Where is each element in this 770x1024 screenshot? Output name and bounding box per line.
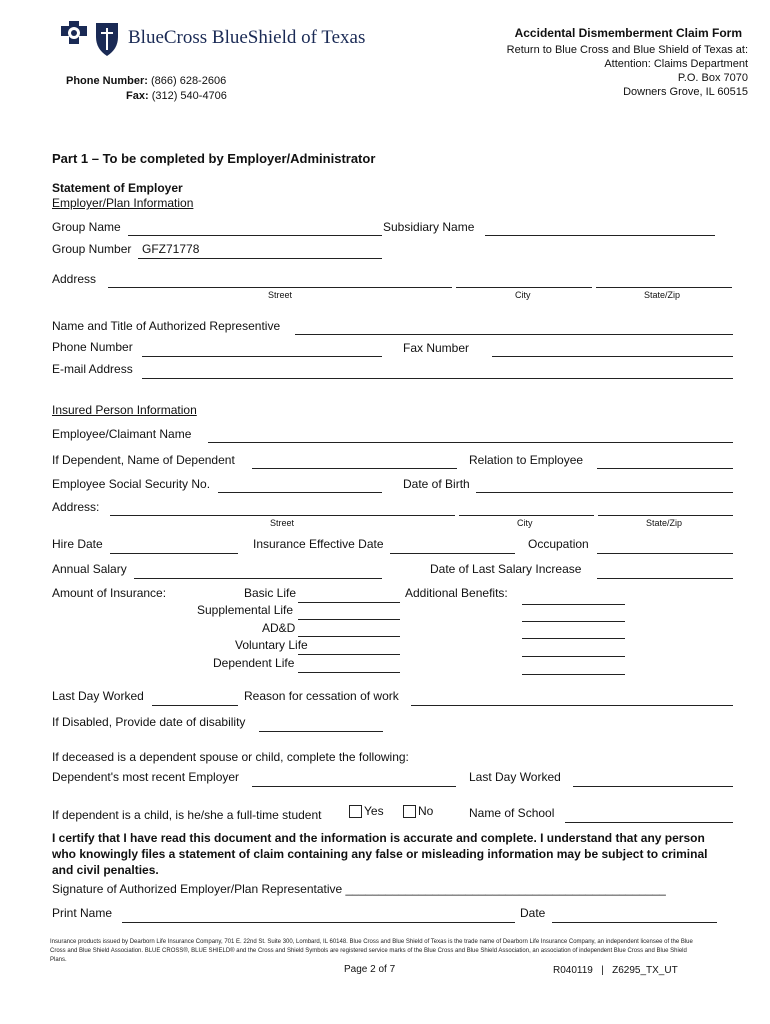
attention-line: Attention: Claims Department (604, 58, 748, 70)
dep-employer-label: Dependent's most recent Employer (52, 770, 240, 784)
effective-date-field[interactable] (390, 553, 515, 554)
insured-city-field[interactable] (459, 515, 594, 516)
voluntary-life-field[interactable] (298, 654, 400, 655)
annual-salary-field[interactable] (134, 578, 382, 579)
fulltime-label: If dependent is a child, is he/she a full-time student (52, 808, 322, 822)
dob-field[interactable] (476, 492, 733, 493)
dependent-life-field[interactable] (298, 672, 400, 673)
insured-address-label: Address: (52, 500, 100, 514)
insured-state-zip-caption: State/Zip (646, 518, 683, 528)
fax-number-field[interactable] (492, 356, 733, 357)
ssn-label: Employee Social Security No. (52, 477, 211, 491)
address-label: Address (52, 272, 97, 286)
add-label: AD&D (262, 621, 296, 635)
hire-date-field[interactable] (110, 553, 238, 554)
form-title: Accidental Dismemberment Claim Form (514, 26, 742, 40)
basic-life-field[interactable] (298, 602, 400, 603)
yes-label: Yes (364, 804, 384, 818)
print-name-field[interactable] (122, 922, 515, 923)
deceased-instruction: If deceased is a dependent spouse or child, complete the following: (52, 750, 409, 764)
date-field[interactable] (552, 922, 717, 923)
rep-field[interactable] (295, 334, 733, 335)
last-day-worked-field[interactable] (152, 705, 238, 706)
salary-increase-field[interactable] (597, 578, 733, 579)
return-address-line: Return to Blue Cross and Blue Shield of Texas at: (506, 44, 748, 56)
dependent-name-label: If Dependent, Name of Dependent (52, 453, 235, 467)
annual-salary-label: Annual Salary (52, 562, 127, 576)
subsidiary-name-label: Subsidiary Name (383, 220, 475, 234)
disabled-date-field[interactable] (259, 731, 383, 732)
no-label: No (418, 804, 434, 818)
additional-benefit-field-4[interactable] (522, 656, 625, 657)
additional-benefit-field-3[interactable] (522, 638, 625, 639)
page-number: Page 2 of 7 (344, 964, 396, 975)
email-label: E-mail Address (52, 362, 133, 376)
signature-line[interactable]: Signature of Authorized Employer/Plan Representative ________________________________________________ (52, 882, 666, 896)
last-day-worked-label: Last Day Worked (52, 689, 144, 703)
rep-label: Name and Title of Authorized Representive (52, 319, 281, 333)
additional-benefit-field-2[interactable] (522, 621, 625, 622)
brand-name: BlueCross BlueShield of Texas (128, 27, 366, 48)
city-caption: City (515, 290, 531, 300)
group-number-label: Group Number (52, 242, 132, 256)
phone-label: Phone Number: (66, 75, 148, 87)
no-checkbox[interactable] (403, 805, 416, 818)
occupation-label: Occupation (528, 537, 589, 551)
plan-info-heading: Employer/Plan Information (52, 196, 194, 210)
cross-shield-icon (54, 20, 124, 60)
group-name-field[interactable] (128, 235, 382, 236)
group-name-label: Group Name (52, 220, 121, 234)
street-caption: Street (268, 290, 293, 300)
insured-city-caption: City (517, 518, 533, 528)
basic-life-label: Basic Life (244, 586, 297, 600)
dep-employer-field[interactable] (252, 786, 456, 787)
city-field[interactable] (456, 287, 592, 288)
relation-label: Relation to Employee (469, 453, 584, 467)
relation-field[interactable] (597, 468, 733, 469)
supplemental-life-field[interactable] (298, 619, 400, 620)
fax-label: Fax: (126, 90, 149, 102)
group-number-value[interactable]: GFZ71778 (142, 242, 200, 256)
footer-disclaimer: Insurance products issued by Dearborn Life Insurance Company, 701 E. 22nd St. Suite 300, Lombard, IL 60148. Blue Cross and Blue Shield of Texas is the trade name of Dearborn Life Insurance Company, an independent licensee of the Blue Cross and Blue Shield Association. BLUE CROSS®, BLUE SHIELD® and the Cross and Shield Symbols are registered service marks of the Blue Cross and Blue Shield Association, an association of independent Blue Cross and Blue Shield Plans. (50, 939, 693, 963)
salary-increase-label: Date of Last Salary Increase (430, 562, 582, 576)
bcbs-logo (54, 20, 124, 60)
claimant-label: Employee/Claimant Name (52, 427, 192, 441)
insured-street-field[interactable] (110, 515, 455, 516)
form-code: R040119 | Z6295_TX_UT (553, 965, 678, 976)
dependent-name-field[interactable] (252, 468, 457, 469)
school-field[interactable] (565, 822, 733, 823)
supplemental-life-label: Supplemental Life (197, 603, 294, 617)
certification-text: I certify that I have read this document and the information is accurate and complete. I understand that any person who knowingly files a statement of claim containing any false or misleading information may be subject to criminal and civil penalties. (52, 831, 708, 877)
fax-number-label: Fax Number (403, 341, 470, 355)
disabled-label: If Disabled, Provide date of disability (52, 715, 246, 729)
no-option[interactable] (403, 804, 433, 818)
phone-number-label: Phone Number (52, 340, 133, 354)
state-zip-field[interactable] (596, 287, 732, 288)
additional-benefit-field-1[interactable] (522, 604, 625, 605)
claimant-field[interactable] (208, 442, 733, 443)
reason-field[interactable] (411, 705, 733, 706)
additional-benefit-field-5[interactable] (522, 674, 625, 675)
city-line: Downers Grove, IL 60515 (623, 86, 748, 98)
school-label: Name of School (469, 806, 555, 820)
phone-contact (66, 75, 226, 87)
insured-street-caption: Street (270, 518, 295, 528)
insured-state-zip-field[interactable] (598, 515, 733, 516)
fax-value: (312) 540-4706 (151, 90, 227, 102)
amount-label: Amount of Insurance: (52, 586, 167, 600)
print-name-label: Print Name (52, 906, 113, 920)
dob-label: Date of Birth (403, 477, 470, 491)
street-field[interactable] (108, 287, 452, 288)
state-zip-caption: State/Zip (644, 290, 681, 300)
phone-number-field[interactable] (142, 356, 382, 357)
effective-date-label: Insurance Effective Date (253, 537, 384, 551)
group-number-field[interactable] (138, 258, 382, 259)
yes-checkbox[interactable] (349, 805, 362, 818)
po-box-line: P.O. Box 7070 (677, 72, 748, 84)
voluntary-life-label: Voluntary Life (235, 638, 308, 652)
insured-heading: Insured Person Information (52, 403, 197, 417)
part1-heading: Part 1 – To be completed by Employer/Administrator (52, 151, 376, 166)
date-label: Date (520, 906, 546, 920)
yes-option[interactable] (349, 804, 384, 818)
phone-value: (866) 628-2606 (150, 75, 227, 87)
add-field[interactable] (298, 636, 400, 637)
occupation-field[interactable] (597, 553, 733, 554)
statement-heading: Statement of Employer (52, 181, 183, 195)
subsidiary-name-field[interactable] (485, 235, 715, 236)
dependent-life-label: Dependent Life (213, 656, 295, 670)
ssn-field[interactable] (218, 492, 382, 493)
reason-label: Reason for cessation of work (244, 689, 399, 703)
dep-last-day-label: Last Day Worked (469, 770, 561, 784)
additional-benefits-label: Additional Benefits: (405, 586, 508, 600)
fax-contact (126, 90, 227, 102)
dep-last-day-field[interactable] (573, 786, 733, 787)
email-field[interactable] (142, 378, 733, 379)
hire-date-label: Hire Date (52, 537, 103, 551)
